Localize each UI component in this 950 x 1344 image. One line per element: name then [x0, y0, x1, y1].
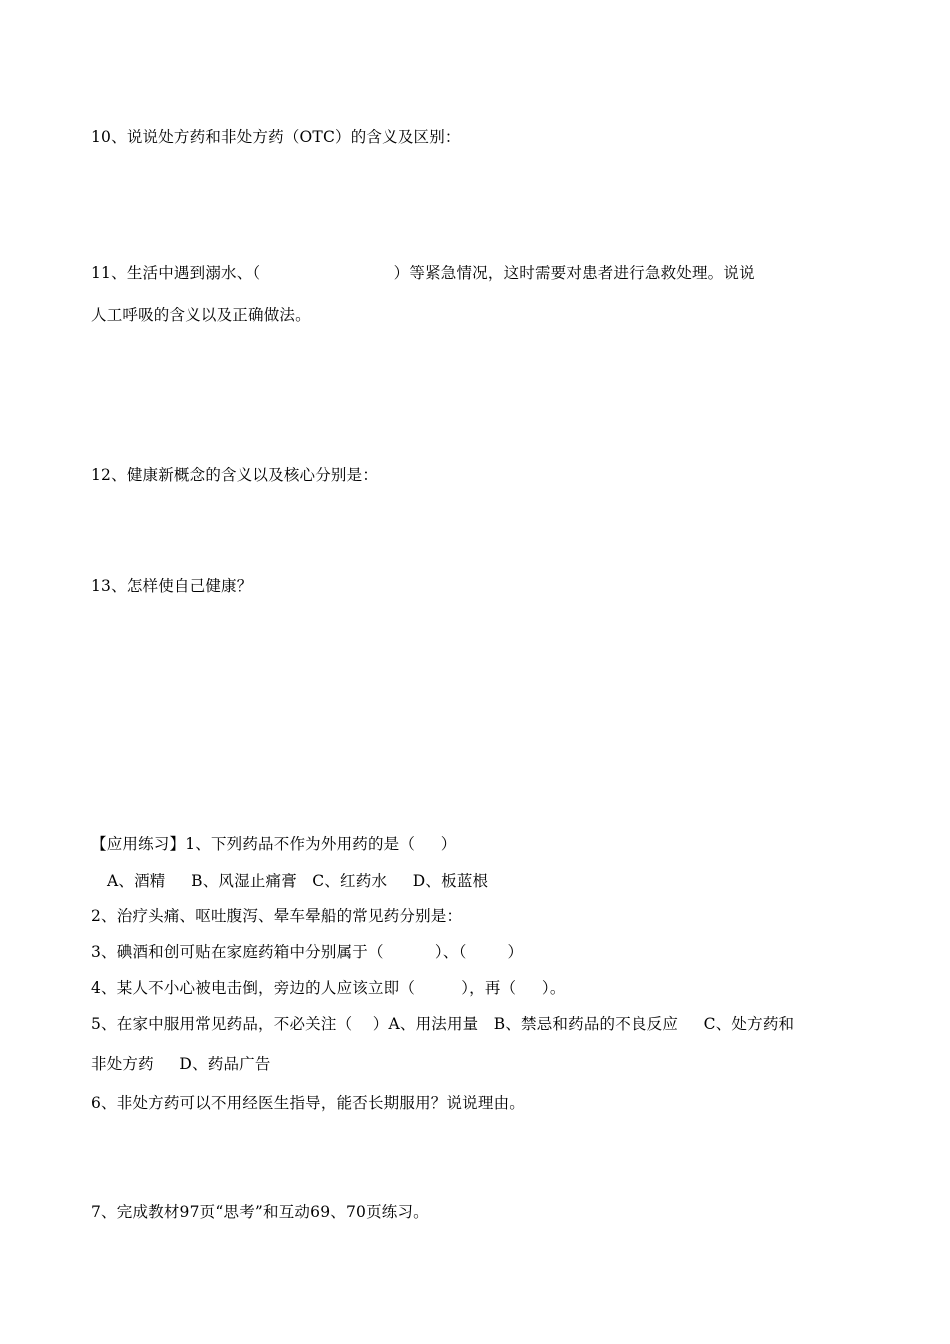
question-13: 13、怎样使自己健康？ — [91, 577, 253, 595]
question-10: 10、说说处方药和非处方药（OTC）的含义及区别： — [91, 128, 461, 146]
question-11-line-2: 人工呼吸的含义以及正确做法。 — [91, 306, 311, 324]
practice-question-6: 6、非处方药可以不用经医生指导，能否长期服用？说说理由。 — [91, 1094, 525, 1112]
practice-question-3: 3、碘酒和创可贴在家庭药箱中分别属于（ ）、（ ） — [91, 943, 524, 961]
practice-question-5-line-1: 5、在家中服用常见药品，不必关注（ ）A、用法用量 B、禁忌和药品的不良反应 C、处方药和 — [91, 1015, 795, 1033]
practice-question-5-line-2: 非处方药 D、药品广告 — [91, 1055, 271, 1073]
practice-question-2: 2、治疗头痛、呕吐腹泻、晕车晕船的常见药分别是： — [91, 907, 463, 925]
question-11-line-1: 11、生活中遇到溺水、（ ）等紧急情况，这时需要对患者进行急救处理。说说 — [91, 264, 755, 282]
question-12: 12、健康新概念的含义以及核心分别是： — [91, 466, 379, 484]
practice-question-1-options: A、酒精 B、风湿止痛膏 C、红药水 D、板蓝根 — [107, 872, 489, 890]
practice-heading-question-1: 【应用练习】1、下列药品不作为外用药的是（ ） — [91, 835, 457, 853]
practice-question-7: 7、完成教材97页“思考”和互动69、70页练习。 — [91, 1203, 429, 1221]
practice-question-4: 4、某人不小心被电击倒，旁边的人应该立即（ ），再（ ）。 — [91, 979, 566, 997]
